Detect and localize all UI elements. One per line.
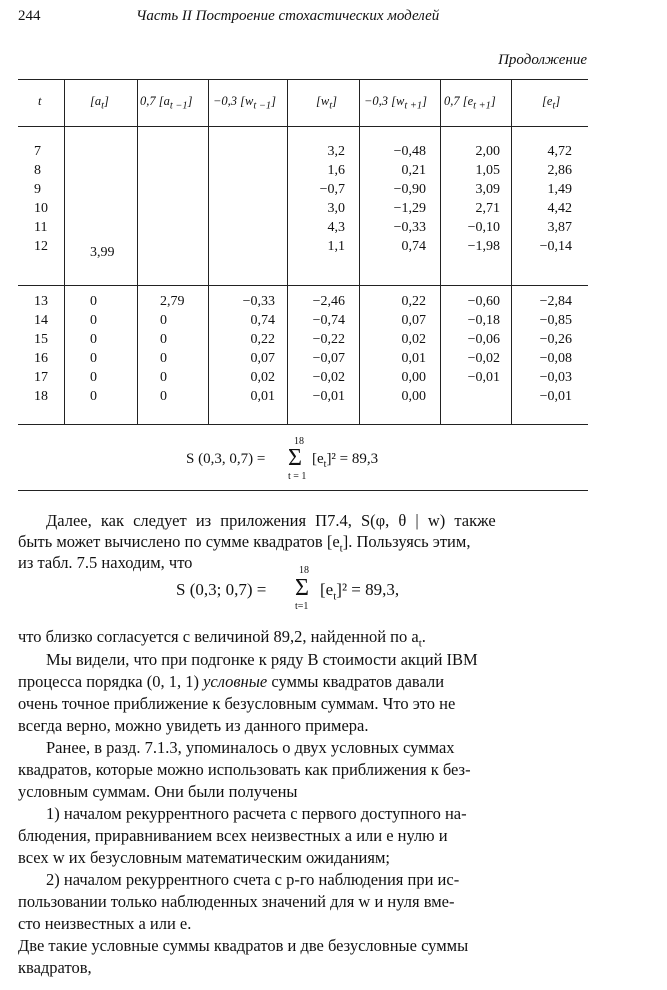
cell-t: 10 — [34, 201, 48, 216]
equation-2-lhs: S (0,3; 0,7) = — [176, 580, 267, 599]
cell-w-next: 0,74 — [401, 239, 426, 254]
cell-w: −0,01 — [312, 389, 345, 404]
cell-w: −2,46 — [312, 294, 345, 309]
cell-w: −0,7 — [319, 182, 345, 197]
cell-e-next: −0,18 — [467, 313, 500, 328]
col-header-a: $[a_t]$ — [90, 94, 109, 112]
cell-e-next: 1,05 — [475, 163, 500, 178]
cell-e: −0,85 — [539, 313, 572, 328]
cell-a: 0 — [90, 389, 97, 404]
cell-w-next: −0,90 — [393, 182, 426, 197]
cell-w-next: −1,29 — [393, 201, 426, 216]
cell-a-prev: 0 — [160, 389, 167, 404]
cell-w: −0,07 — [312, 351, 345, 366]
col-sep — [440, 79, 441, 424]
cell-w-next: 0,21 — [401, 163, 426, 178]
cell-e: 1,49 — [547, 182, 572, 197]
cell-t: 18 — [34, 389, 48, 404]
equation-2-sum-top: 18 — [299, 565, 309, 576]
cell-e: −0,14 — [539, 239, 572, 254]
cell-e: −0,26 — [539, 332, 572, 347]
cell-e-next: −0,02 — [467, 351, 500, 366]
cell-e: −0,03 — [539, 370, 572, 385]
cell-w-next: −0,33 — [393, 220, 426, 235]
paragraph-6-line-3: сто неизвестных a или e. — [18, 914, 192, 933]
cell-e: −0,08 — [539, 351, 572, 366]
cell-a-prev: 0 — [160, 332, 167, 347]
cell-e: 2,86 — [547, 163, 572, 178]
paragraph-3-line-3: очень точное приближение к безусловным суммам. Что это не — [18, 694, 456, 713]
cell-e: −2,84 — [539, 294, 572, 309]
cell-e-next: −1,98 — [467, 239, 500, 254]
paragraph-7-line-2: квадратов, — [18, 958, 92, 977]
paragraph-1-line-3: из табл. 7.5 находим, что — [18, 553, 193, 572]
paragraph-4-line-1: Ранее, в разд. 7.1.3, упоминалось о двух условных суммах — [46, 738, 455, 757]
cell-w-next: 0,00 — [401, 389, 426, 404]
col-sep — [64, 79, 65, 424]
cell-t: 12 — [34, 239, 48, 254]
cell-e-next: −0,60 — [467, 294, 500, 309]
cell-a-prev: 0 — [160, 370, 167, 385]
cell-e: 3,87 — [547, 220, 572, 235]
cell-t: 9 — [34, 182, 41, 197]
cell-t: 7 — [34, 144, 41, 159]
cell-t: 16 — [34, 351, 48, 366]
table-bottom-rule — [18, 490, 588, 491]
cell-w-prev: 0,22 — [250, 332, 275, 347]
col-sep — [287, 79, 288, 424]
col-sep — [208, 79, 209, 424]
paragraph-1-line-2: быть может вычислено по сумме квадратов $[e_t]$. Пользуясь этим, — [18, 532, 471, 555]
col-header-w-next: −0,3 $[w_{t +1}]$ — [364, 94, 427, 112]
cell-a: 0 — [90, 351, 97, 366]
cell-a-prev: 0 — [160, 313, 167, 328]
cell-w: −0,74 — [312, 313, 345, 328]
col-header-t: t — [38, 94, 42, 108]
table-block-end-rule — [18, 424, 588, 425]
cell-w: −0,22 — [312, 332, 345, 347]
cell-t: 13 — [34, 294, 48, 309]
paragraph-3-line-4: всегда верно, можно увидеть из данного примера. — [18, 716, 369, 735]
paragraph-5-line-2: блюдения, приравниванием всех неизвестных a или e нулю и — [18, 826, 448, 845]
paragraph-5-line-3: всех w их безусловным математическим ожиданиям; — [18, 848, 391, 867]
page-header — [18, 8, 588, 30]
col-sep — [359, 79, 360, 424]
paragraph-4-line-2: квадратов, которые можно использовать как приближения к без- — [18, 760, 471, 779]
cell-a: 0 — [90, 294, 97, 309]
paragraph-4-line-3: условным суммам. Они были получены — [18, 782, 298, 801]
cell-e-next: 2,71 — [475, 201, 500, 216]
cell-w-prev: −0,33 — [242, 294, 275, 309]
cell-a: 3,99 — [90, 245, 115, 260]
cell-a: 0 — [90, 370, 97, 385]
formula-lhs: S (0,3, 0,7) = — [186, 451, 266, 467]
col-header-e-next: 0,7 $[e_{t +1}]$ — [444, 94, 496, 112]
cell-e: 4,42 — [547, 201, 572, 216]
cell-e-next: 2,00 — [475, 144, 500, 159]
cell-a: 0 — [90, 313, 97, 328]
table-top-rule — [18, 79, 588, 80]
cell-t: 11 — [34, 220, 48, 235]
formula-sum-bottom: t = 1 — [288, 471, 307, 482]
sigma-icon: Σ — [295, 575, 309, 601]
cell-a-prev: 0 — [160, 351, 167, 366]
cell-e-next: −0,01 — [467, 370, 500, 385]
col-sep — [511, 79, 512, 424]
cell-t: 15 — [34, 332, 48, 347]
cell-w-next: 0,01 — [401, 351, 426, 366]
cell-t: 8 — [34, 163, 41, 178]
formula-rhs: $[e_t]^2 = 89,3$ — [312, 451, 379, 470]
paragraph-2: что близко согласуется с величиной 89,2, найденной по $a_t$. — [18, 627, 426, 650]
col-header-e: $[e_t]$ — [542, 94, 561, 112]
cell-w-next: 0,22 — [401, 294, 426, 309]
cell-a: 0 — [90, 332, 97, 347]
col-header-a-prev: 0,7 $[a_{t -1}]$ — [140, 94, 193, 112]
cell-w: 1,6 — [327, 163, 345, 178]
equation-2-sum-bottom: t=1 — [295, 601, 309, 612]
cell-e-next: 3,09 — [475, 182, 500, 197]
cell-w-next: 0,00 — [401, 370, 426, 385]
cell-e: 4,72 — [547, 144, 572, 159]
cell-w: 1,1 — [327, 239, 345, 254]
col-header-w: $[w_t]$ — [316, 94, 337, 112]
paragraph-3-line-1: Мы видели, что при подгонке к ряду B стоимости акций IBM — [46, 650, 478, 669]
cell-t: 17 — [34, 370, 48, 385]
running-title: Часть II Построение стохастических моделей — [136, 8, 440, 24]
sigma-icon: Σ — [288, 445, 302, 471]
cell-w-next: −0,48 — [393, 144, 426, 159]
cell-w-prev: 0,74 — [250, 313, 275, 328]
col-header-w-prev: −0,3 $[w_{t -1}]$ — [213, 94, 276, 112]
cell-w: 3,0 — [327, 201, 345, 216]
cell-e: −0,01 — [539, 389, 572, 404]
cell-w: 4,3 — [327, 220, 345, 235]
paragraph-5-line-1: 1) началом рекуррентного расчета с первого доступного на- — [46, 804, 467, 823]
cell-e-next: −0,06 — [467, 332, 500, 347]
table-continued-label: Продолжение — [498, 52, 587, 68]
paragraph-1-line-1: Далее, как следует из приложения П7.4, S(φ, θ | w) также — [46, 511, 496, 530]
cell-t: 14 — [34, 313, 48, 328]
paragraph-3-line-2: процесса порядка (0, 1, 1) условные суммы квадратов давали — [18, 672, 445, 691]
equation-2-rhs: $[e_t]^2 = 89,3$, — [320, 580, 400, 603]
cell-w-next: 0,02 — [401, 332, 426, 347]
table-block-rule — [18, 285, 588, 286]
formula-sum-top: 18 — [294, 436, 304, 447]
cell-a-prev: 2,79 — [160, 294, 185, 309]
col-sep — [137, 79, 138, 424]
table-header-rule — [18, 126, 588, 127]
cell-e-next: −0,10 — [467, 220, 500, 235]
cell-w-prev: 0,02 — [250, 370, 275, 385]
page-number: 244 — [18, 8, 41, 24]
paragraph-7-line-1: Две такие условные суммы квадратов и две безусловные суммы — [18, 936, 469, 955]
paragraph-6-line-2: пользовании только наблюденных значений для w и нуля вме- — [18, 892, 455, 911]
cell-w-prev: 0,01 — [250, 389, 275, 404]
cell-w: −0,02 — [312, 370, 345, 385]
paragraph-6-line-1: 2) началом рекуррентного счета с p-го наблюдения при ис- — [46, 870, 460, 889]
cell-w-next: 0,07 — [401, 313, 426, 328]
cell-w-prev: 0,07 — [250, 351, 275, 366]
cell-w: 3,2 — [327, 144, 345, 159]
